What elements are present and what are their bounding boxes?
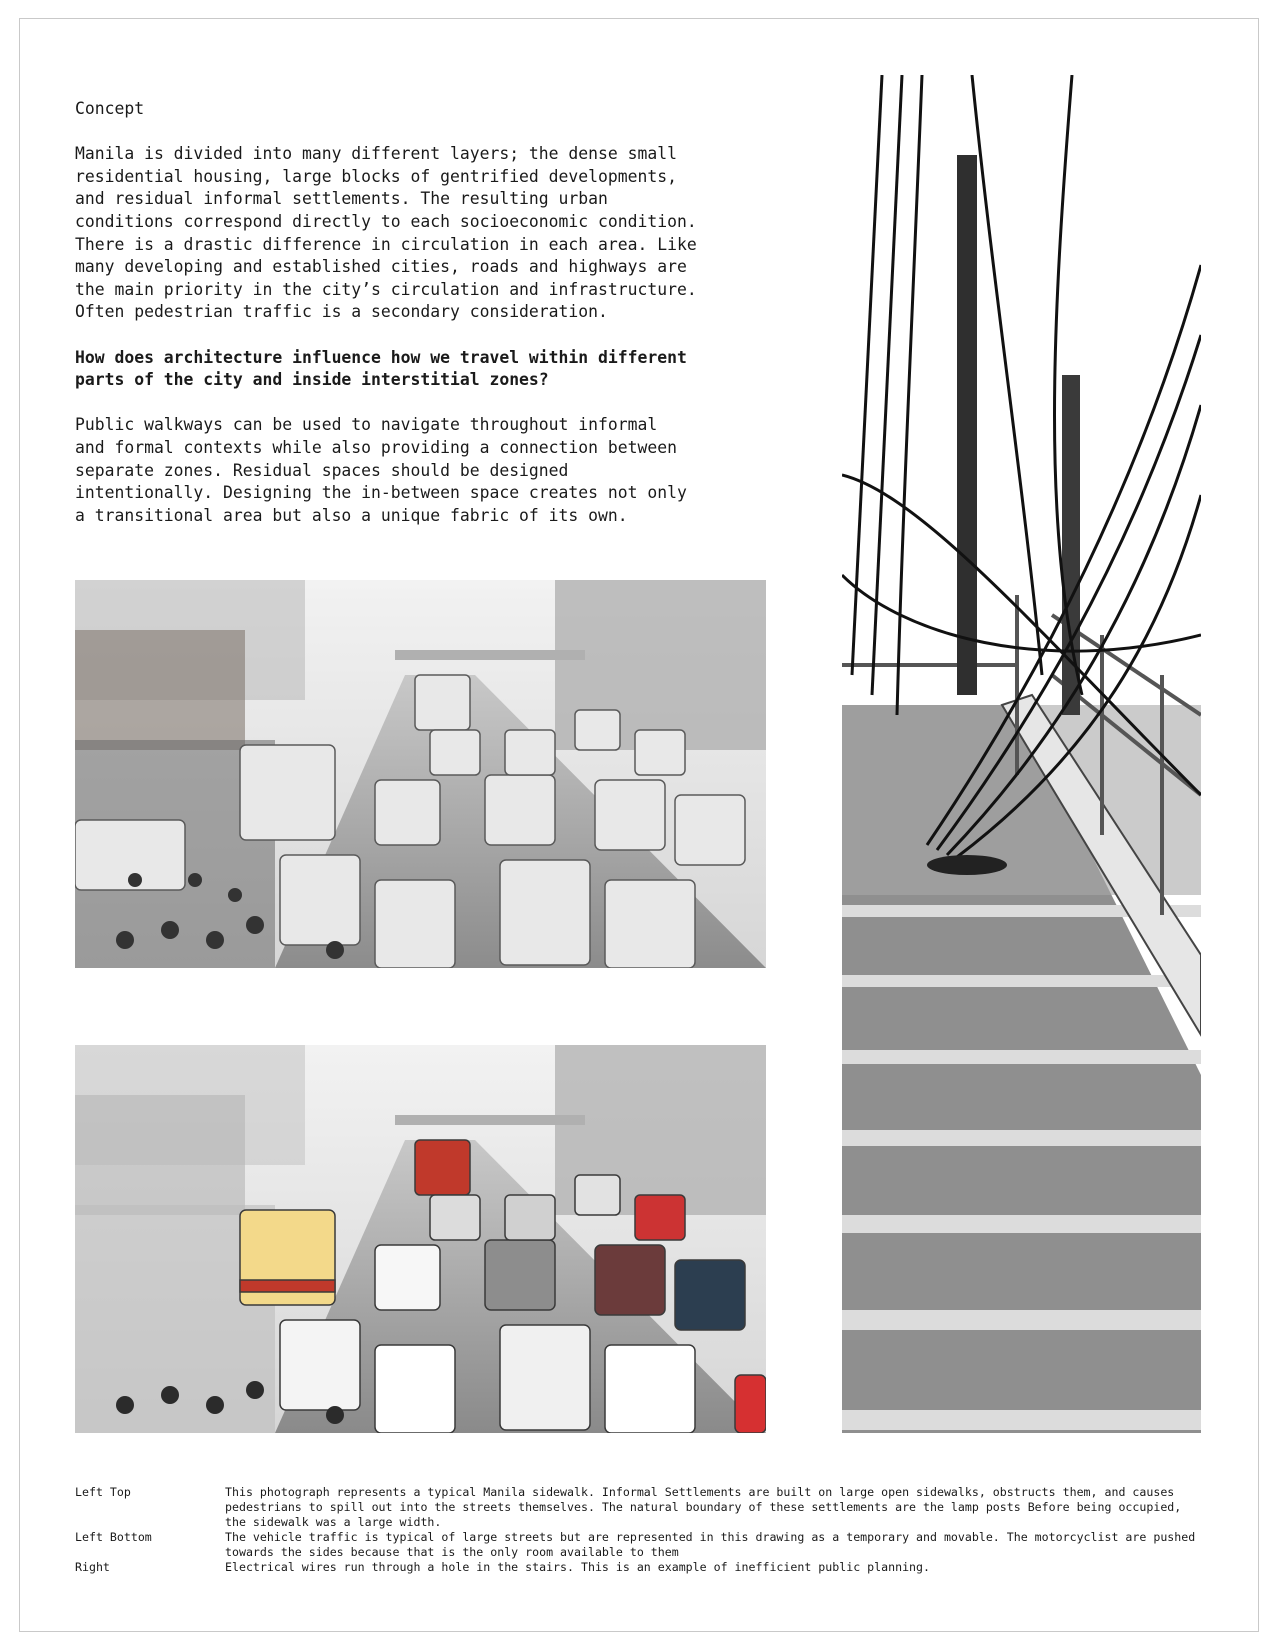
caption-row bbox=[75, 1530, 1205, 1560]
caption-label: Left Bottom bbox=[75, 1530, 152, 1544]
concept-text-column bbox=[75, 98, 795, 550]
research-question: How does architecture influence how we travel within different parts of the city and inside interstitial zones? bbox=[75, 347, 687, 390]
caption-text: Electrical wires run through a hole in the stairs. This is an example of inefficient public planning. bbox=[225, 1560, 930, 1574]
caption-text: This photograph represents a typical Manila sidewalk. Informal Settlements are built on large open sidewalks, obstructs them, and causes pedestrians to spill out into the streets themselves. The natural boundary of these settlements are the lamp posts Before being occupied, the sidewalk was a large width. bbox=[225, 1485, 1182, 1529]
caption-row bbox=[75, 1485, 1205, 1530]
traffic-photo-bottom bbox=[75, 1045, 766, 1433]
caption-text: The vehicle traffic is typical of large streets but are represented in this drawing as a temporary and movable. The motorcyclist are pushed towards the sides because that is the only room available to them bbox=[225, 1530, 1196, 1559]
caption-row bbox=[75, 1560, 1205, 1575]
concept-answer-paragraph: Public walkways can be used to navigate throughout informal and formal contexts while also providing a connection between separate zones. Residual spaces should be designed intentionally. Designing the in-between space creates not only a transitional area but also a unique fabric of its own. bbox=[75, 415, 687, 525]
concept-intro-paragraph: Manila is divided into many different layers; the dense small residential housing, large blocks of gentrified developments, and residual informal settlements. The resulting urban conditions correspond directly to each socioeconomic condition. There is a drastic difference in circulation in each area. Like many developing and established cities, roads and highways are the main priority in the city’s circulation and infrastructure. Often pedestrian traffic is a secondary consideration. bbox=[75, 144, 697, 322]
caption-label: Right bbox=[75, 1560, 110, 1574]
traffic-photo-top bbox=[75, 580, 766, 968]
photo-captions bbox=[75, 1485, 1205, 1575]
stairs-wires-photo bbox=[842, 75, 1201, 1433]
caption-label: Left Top bbox=[75, 1485, 131, 1499]
concept-heading: Concept bbox=[75, 99, 145, 118]
